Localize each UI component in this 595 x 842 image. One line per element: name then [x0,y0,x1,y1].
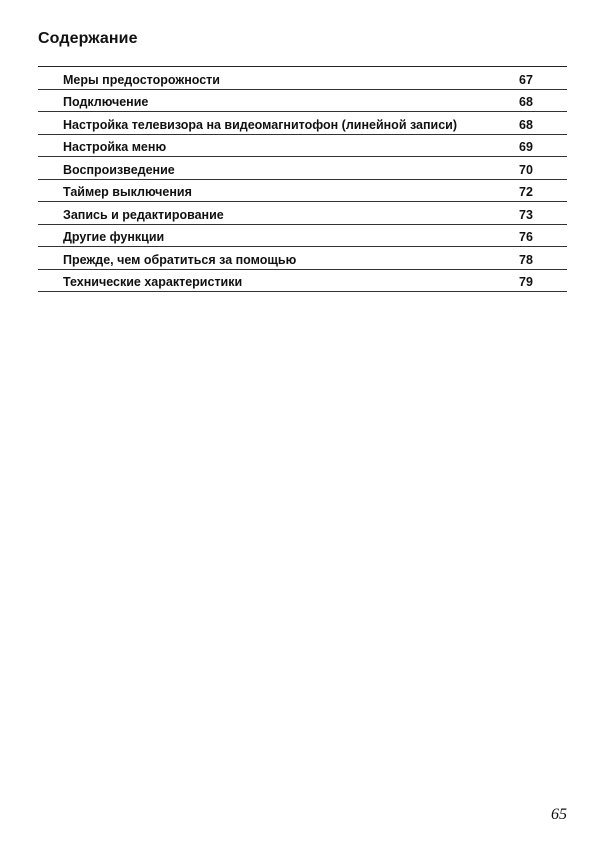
toc-entry-page: 67 [519,72,533,87]
toc-row [38,225,567,248]
toc-row [38,112,567,135]
toc-entry-page: 78 [519,252,533,267]
toc-row [38,135,567,158]
toc-entry-page: 76 [519,230,533,244]
table-of-contents [38,66,567,292]
toc-entry-label: Настройка телевизора на видеомагнитофон (линейной записи) [63,117,458,132]
toc-entry-page: 68 [519,95,533,109]
toc-row [38,270,567,293]
toc-entry-label: Запись и редактирование [63,207,224,222]
toc-entry-label: Другие функции [63,230,165,244]
toc-entry-page: 73 [519,207,533,222]
toc-entry-label: Воспроизведение [63,162,175,177]
toc-row [38,90,567,113]
toc-entry-label: Таймер выключения [63,185,192,199]
toc-entry-page: 69 [519,140,533,154]
toc-entry-page: 70 [519,162,533,177]
toc-entry-label: Меры предосторожности [63,72,220,87]
toc-row [38,202,567,225]
toc-entry-page: 72 [519,185,533,199]
toc-row [38,67,567,90]
toc-entry-label: Технические характеристики [63,275,243,289]
toc-entry-page: 79 [519,275,533,289]
toc-row [38,247,567,270]
toc-entry-label: Подключение [63,95,149,109]
page-number: 65 [551,806,567,823]
toc-entry-label: Прежде, чем обратиться за помощью [63,252,297,267]
page-title: Содержание [38,30,138,47]
toc-row [38,180,567,203]
toc-row [38,157,567,180]
toc-entry-label: Настройка меню [63,140,167,154]
toc-entry-page: 68 [519,117,533,132]
